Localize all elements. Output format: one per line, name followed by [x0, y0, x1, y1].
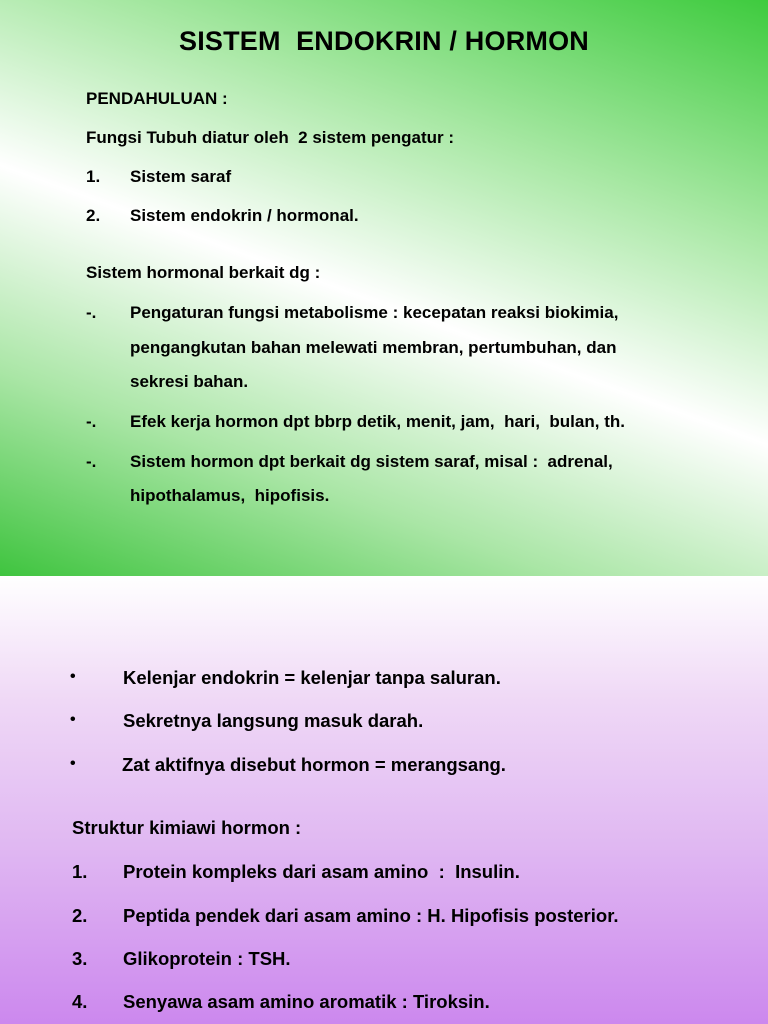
structure-number: 4. [72, 991, 88, 1012]
system-item: Sistem endokrin / hormonal. [130, 206, 359, 225]
list-item-line: sekresi bahan. [130, 372, 249, 391]
section-heading: PENDAHULUAN : [86, 89, 228, 108]
structure-item: Glikoprotein : TSH. [123, 948, 291, 969]
system-number: 2. [86, 206, 101, 225]
list-marker: -. [86, 452, 97, 471]
list-item-line: hipothalamus, hipofisis. [130, 486, 330, 505]
structure-number: 3. [72, 948, 88, 969]
slide-hormon [0, 576, 768, 1024]
bullet-item: Sekretnya langsung masuk darah. [123, 710, 424, 731]
list-item-line: Sistem hormon dpt berkait dg sistem saraf, misal : adrenal, [130, 452, 613, 471]
structure-number: 2. [72, 905, 88, 926]
bullet-icon: • [70, 668, 76, 685]
list-marker: -. [86, 412, 97, 431]
system-item: Sistem saraf [130, 167, 232, 186]
bullet-item: Kelenjar endokrin = kelenjar tanpa saluran. [123, 667, 501, 688]
structure-item: Peptida pendek dari asam amino : H. Hipofisis posterior. [123, 905, 619, 926]
page-title: SISTEM ENDOKRIN / HORMON [178, 26, 589, 56]
list-item-line: pengangkutan bahan melewati membran, pertumbuhan, dan [130, 338, 617, 357]
structure-number: 1. [72, 861, 88, 882]
structure-heading: Struktur kimiawi hormon : [72, 817, 302, 838]
bullet-icon: • [70, 755, 76, 772]
related-heading: Sistem hormonal berkait dg : [86, 263, 321, 282]
list-marker: -. [86, 303, 97, 322]
bullet-icon: • [70, 711, 76, 728]
system-number: 1. [86, 167, 101, 186]
list-item-line: Pengaturan fungsi metabolisme : kecepatan reaksi biokimia, [130, 303, 619, 322]
bullet-item: Zat aktifnya disebut hormon = merangsang. [122, 754, 506, 775]
intro-text: Fungsi Tubuh diatur oleh 2 sistem pengatur : [86, 128, 455, 147]
structure-item: Protein kompleks dari asam amino : Insulin. [123, 861, 520, 882]
structure-item: Senyawa asam amino aromatik : Tiroksin. [123, 991, 490, 1012]
list-item-line: Efek kerja hormon dpt bbrp detik, menit, jam, hari, bulan, th. [130, 412, 625, 431]
